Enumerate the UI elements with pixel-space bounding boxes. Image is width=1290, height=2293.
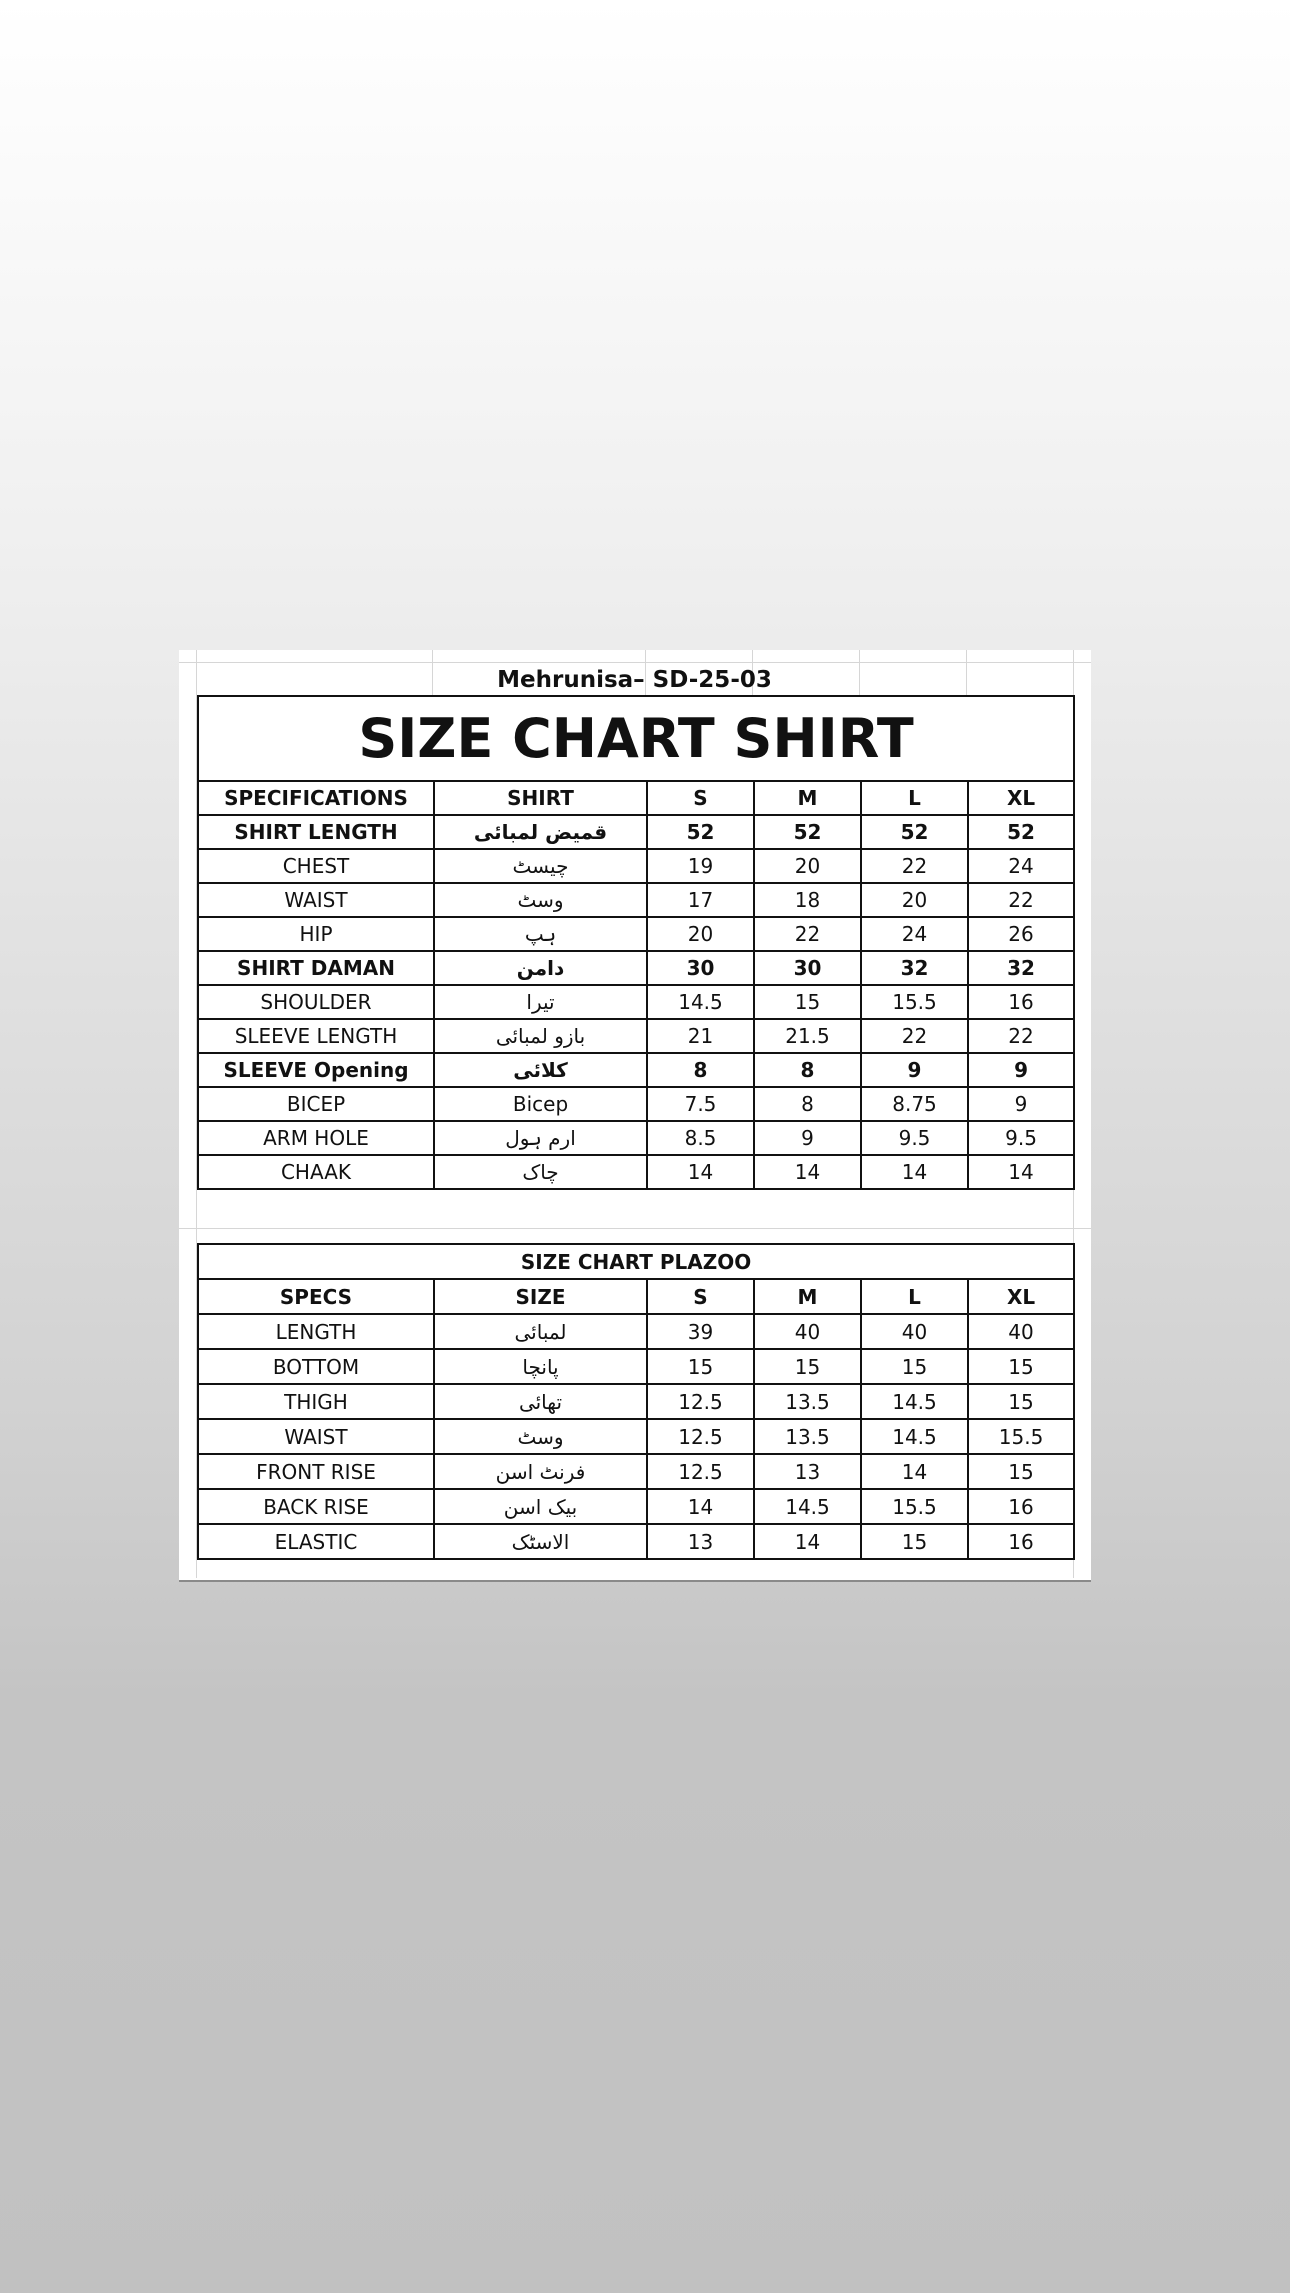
size-s-cell: 12.5 — [647, 1419, 754, 1454]
column-header: SHIRT — [434, 781, 647, 815]
table-row — [198, 815, 1074, 849]
urdu-name-cell: تھائی — [434, 1384, 647, 1419]
size-s-cell: 52 — [647, 815, 754, 849]
urdu-name-cell: Bicep — [434, 1087, 647, 1121]
size-l-cell: 22 — [861, 849, 968, 883]
urdu-name-cell: الاسٹک — [434, 1524, 647, 1559]
urdu-name-cell: لمبائی — [434, 1314, 647, 1349]
table-row — [198, 849, 1074, 883]
size-m-cell: 8 — [754, 1053, 861, 1087]
size-xl-cell: 15 — [968, 1384, 1074, 1419]
column-header: M — [754, 781, 861, 815]
table-row — [198, 883, 1074, 917]
size-xl-cell: 52 — [968, 815, 1074, 849]
column-header: S — [647, 1279, 754, 1314]
size-l-cell: 9 — [861, 1053, 968, 1087]
size-s-cell: 12.5 — [647, 1384, 754, 1419]
table-row — [198, 1489, 1074, 1524]
urdu-name-cell: فرنٹ اسن — [434, 1454, 647, 1489]
size-l-cell: 52 — [861, 815, 968, 849]
spec-cell: LENGTH — [198, 1314, 434, 1349]
spec-cell: THIGH — [198, 1384, 434, 1419]
size-xl-cell: 26 — [968, 917, 1074, 951]
column-header: XL — [968, 1279, 1074, 1314]
sheet-header-title: Mehrunisa– SD-25-03 — [497, 667, 772, 693]
column-header: XL — [968, 781, 1074, 815]
size-m-cell: 18 — [754, 883, 861, 917]
shirt-header-row — [198, 781, 1074, 815]
plazoo-header-row — [198, 1279, 1074, 1314]
table-row — [198, 1155, 1074, 1189]
plazoo-size-table — [197, 1243, 1075, 1560]
spec-cell: SLEEVE LENGTH — [198, 1019, 434, 1053]
urdu-name-cell: چیسٹ — [434, 849, 647, 883]
spec-cell: ARM HOLE — [198, 1121, 434, 1155]
spec-cell: ELASTIC — [198, 1524, 434, 1559]
size-l-cell: 9.5 — [861, 1121, 968, 1155]
size-m-cell: 40 — [754, 1314, 861, 1349]
size-s-cell: 20 — [647, 917, 754, 951]
spec-cell: WAIST — [198, 1419, 434, 1454]
size-l-cell: 15.5 — [861, 1489, 968, 1524]
size-s-cell: 7.5 — [647, 1087, 754, 1121]
plazoo-chart-title: SIZE CHART PLAZOO — [198, 1244, 1074, 1279]
size-s-cell: 8 — [647, 1053, 754, 1087]
size-xl-cell: 16 — [968, 1524, 1074, 1559]
table-row — [198, 1419, 1074, 1454]
size-l-cell: 14.5 — [861, 1384, 968, 1419]
size-xl-cell: 9.5 — [968, 1121, 1074, 1155]
urdu-name-cell: بیک اسن — [434, 1489, 647, 1524]
size-xl-cell: 15 — [968, 1349, 1074, 1384]
table-row — [198, 951, 1074, 985]
urdu-name-cell: تیرا — [434, 985, 647, 1019]
size-xl-cell: 32 — [968, 951, 1074, 985]
table-row — [198, 1019, 1074, 1053]
size-xl-cell: 40 — [968, 1314, 1074, 1349]
size-l-cell: 14 — [861, 1454, 968, 1489]
size-s-cell: 12.5 — [647, 1454, 754, 1489]
urdu-name-cell: وسٹ — [434, 883, 647, 917]
size-xl-cell: 14 — [968, 1155, 1074, 1189]
size-xl-cell: 22 — [968, 883, 1074, 917]
size-xl-cell: 24 — [968, 849, 1074, 883]
size-m-cell: 30 — [754, 951, 861, 985]
size-m-cell: 15 — [754, 1349, 861, 1384]
column-header: L — [861, 781, 968, 815]
size-xl-cell: 9 — [968, 1087, 1074, 1121]
size-s-cell: 19 — [647, 849, 754, 883]
size-l-cell: 14.5 — [861, 1419, 968, 1454]
table-row — [198, 1384, 1074, 1419]
spec-cell: BICEP — [198, 1087, 434, 1121]
spec-cell: SHIRT LENGTH — [198, 815, 434, 849]
column-header: L — [861, 1279, 968, 1314]
size-xl-cell: 16 — [968, 985, 1074, 1019]
spec-cell: CHEST — [198, 849, 434, 883]
column-header: M — [754, 1279, 861, 1314]
table-row — [198, 1314, 1074, 1349]
size-m-cell: 21.5 — [754, 1019, 861, 1053]
spec-cell: BOTTOM — [198, 1349, 434, 1384]
spec-cell: WAIST — [198, 883, 434, 917]
table-row — [198, 985, 1074, 1019]
spec-cell: FRONT RISE — [198, 1454, 434, 1489]
size-m-cell: 52 — [754, 815, 861, 849]
size-l-cell: 40 — [861, 1314, 968, 1349]
size-m-cell: 13.5 — [754, 1384, 861, 1419]
size-xl-cell: 9 — [968, 1053, 1074, 1087]
urdu-name-cell: قمیض لمبائی — [434, 815, 647, 849]
column-header: SIZE — [434, 1279, 647, 1314]
size-m-cell: 22 — [754, 917, 861, 951]
size-s-cell: 17 — [647, 883, 754, 917]
size-m-cell: 14.5 — [754, 1489, 861, 1524]
grid-line — [179, 1228, 1091, 1229]
size-s-cell: 21 — [647, 1019, 754, 1053]
urdu-name-cell: وسٹ — [434, 1419, 647, 1454]
spec-cell: HIP — [198, 917, 434, 951]
urdu-name-cell: پانچا — [434, 1349, 647, 1384]
size-m-cell: 13.5 — [754, 1419, 861, 1454]
size-l-cell: 32 — [861, 951, 968, 985]
size-s-cell: 39 — [647, 1314, 754, 1349]
table-row — [198, 1524, 1074, 1559]
spec-cell: SHOULDER — [198, 985, 434, 1019]
size-s-cell: 14.5 — [647, 985, 754, 1019]
table-row — [198, 1454, 1074, 1489]
table-row — [198, 1121, 1074, 1155]
shirt-chart-title: SIZE CHART SHIRT — [198, 696, 1074, 781]
size-l-cell: 15 — [861, 1349, 968, 1384]
size-s-cell: 14 — [647, 1155, 754, 1189]
spec-cell: BACK RISE — [198, 1489, 434, 1524]
size-s-cell: 14 — [647, 1489, 754, 1524]
size-m-cell: 9 — [754, 1121, 861, 1155]
urdu-name-cell: ارم ہول — [434, 1121, 647, 1155]
size-m-cell: 14 — [754, 1155, 861, 1189]
size-m-cell: 13 — [754, 1454, 861, 1489]
spreadsheet-size-chart — [179, 650, 1091, 1582]
size-xl-cell: 15 — [968, 1454, 1074, 1489]
table-row — [198, 1087, 1074, 1121]
size-m-cell: 14 — [754, 1524, 861, 1559]
column-header: SPECS — [198, 1279, 434, 1314]
size-m-cell: 20 — [754, 849, 861, 883]
table-row — [198, 1053, 1074, 1087]
spec-cell: SHIRT DAMAN — [198, 951, 434, 985]
size-l-cell: 22 — [861, 1019, 968, 1053]
size-s-cell: 8.5 — [647, 1121, 754, 1155]
spec-cell: SLEEVE Opening — [198, 1053, 434, 1087]
urdu-name-cell: چاک — [434, 1155, 647, 1189]
size-l-cell: 20 — [861, 883, 968, 917]
urdu-name-cell: دامن — [434, 951, 647, 985]
size-m-cell: 8 — [754, 1087, 861, 1121]
size-xl-cell: 15.5 — [968, 1419, 1074, 1454]
size-l-cell: 15.5 — [861, 985, 968, 1019]
size-xl-cell: 16 — [968, 1489, 1074, 1524]
size-s-cell: 30 — [647, 951, 754, 985]
shirt-size-table — [197, 695, 1075, 1190]
size-s-cell: 15 — [647, 1349, 754, 1384]
column-header: S — [647, 781, 754, 815]
urdu-name-cell: کلائی — [434, 1053, 647, 1087]
urdu-name-cell: بازو لمبائی — [434, 1019, 647, 1053]
size-xl-cell: 22 — [968, 1019, 1074, 1053]
urdu-name-cell: ہپ — [434, 917, 647, 951]
size-l-cell: 14 — [861, 1155, 968, 1189]
size-s-cell: 13 — [647, 1524, 754, 1559]
size-l-cell: 24 — [861, 917, 968, 951]
table-row — [198, 1349, 1074, 1384]
size-l-cell: 8.75 — [861, 1087, 968, 1121]
spec-cell: CHAAK — [198, 1155, 434, 1189]
column-header: SPECIFICATIONS — [198, 781, 434, 815]
size-l-cell: 15 — [861, 1524, 968, 1559]
table-row — [198, 917, 1074, 951]
size-m-cell: 15 — [754, 985, 861, 1019]
